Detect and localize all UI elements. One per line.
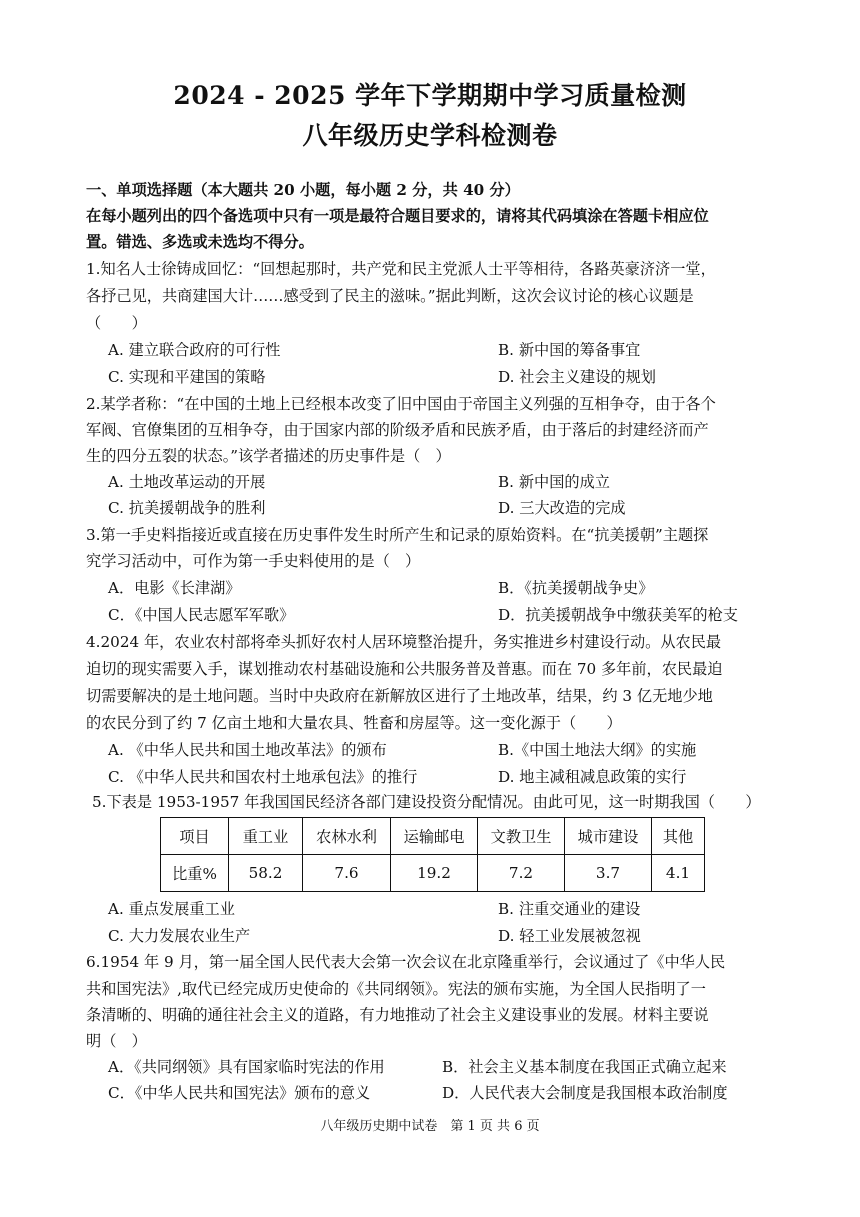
table-cell: 19.2 [391, 855, 478, 892]
q4-option-a: A. 《中华人民共和国土地改革法》的颁布 [108, 741, 387, 759]
q5-line1: 5.下表是 1953-1957 年我国国民经济各部门建设投资分配情况。由此可见，这一时期我国（ ） [92, 793, 761, 811]
q6-line3: 条清晰的、明确的通往社会主义的道路，有力地推动了社会主义建设事业的发展。材料主要说 [86, 1006, 709, 1024]
q4-line2: 迫切的现实需要入手，谋划推动农村基础设施和公共服务普及普惠。而在 70 多年前，农民最迫 [86, 660, 723, 678]
q3-option-b: B．《抗美援朝战争史》 [498, 579, 654, 597]
q4-option-d: D. 地主减租减息政策的实行 [498, 768, 687, 786]
q4-option-c: C. 《中华人民共和国农村土地承包法》的推行 [108, 768, 418, 786]
q2-option-b: B. 新中国的成立 [498, 473, 610, 491]
table-cell: 3.7 [565, 855, 652, 892]
section-instruction-line1: 在每小题列出的四个备选项中只有一项是最符合题目要求的，请将其代码填涂在答题卡相应位 [86, 207, 709, 225]
q5-option-d: D. 轻工业发展被忽视 [498, 927, 641, 945]
page-footer: 八年级历史期中试卷 第 1 页 共 6 页 [320, 1119, 540, 1134]
q1-line3: （ ） [86, 314, 147, 332]
q4-line3: 切需要解决的是土地问题。当时中央政府在新解放区进行了土地改革，结果，约 3 亿无地少地 [86, 687, 713, 705]
q1-option-d: D. 社会主义建设的规划 [498, 368, 656, 386]
q2-option-c: C. 抗美援朝战争的胜利 [108, 499, 266, 517]
q3-option-d: D．抗美援朝战争中缴获美军的枪支 [498, 606, 738, 624]
table-cell: 4.1 [652, 855, 705, 892]
q1-line2: 各抒己见，共商建国大计……感受到了民主的滋味。”据此判断，这次会议讨论的核心议题是 [86, 287, 694, 305]
q2-option-a: A. 土地改革运动的开展 [108, 473, 266, 491]
table-header-cell: 项目 [161, 818, 229, 855]
q4-option-b: B.《中国土地法大纲》的实施 [498, 741, 697, 759]
table-cell: 7.2 [478, 855, 565, 892]
table-header-cell: 运输邮电 [391, 818, 478, 855]
q1-option-c: C. 实现和平建国的策略 [108, 368, 266, 386]
investment-table [160, 817, 705, 892]
q5-option-a: A. 重点发展重工业 [108, 900, 235, 918]
table-cell: 比重% [161, 855, 229, 892]
q6-option-d: D．人民代表大会制度是我国根本政治制度 [442, 1084, 728, 1102]
q6-line1: 6.1954 年 9 月，第一届全国人民代表大会第一次会议在北京隆重举行，会议通过了《中华人民 [86, 953, 726, 971]
table-header-cell: 其他 [652, 818, 705, 855]
q6-line2: 共和国宪法》,取代已经完成历史使命的《共同纲领》。宪法的颁布实施，为全国人民指明了一 [86, 980, 706, 998]
table-header-cell: 城市建设 [565, 818, 652, 855]
q3-line2: 究学习活动中，可作为第一手史料使用的是（ ） [86, 552, 421, 570]
table-header-cell: 重工业 [229, 818, 303, 855]
q3-line1: 3.第一手史料指接近或直接在历史事件发生时所产生和记录的原始资料。在“抗美援朝”主题探 [86, 526, 709, 544]
q1-option-b: B. 新中国的筹备事宜 [498, 341, 641, 359]
q1-line1: 1.知名人士徐铸成回忆：“回想起那时，共产党和民主党派人士平等相待，各路英豪济济一堂， [86, 260, 716, 278]
q6-option-c: C．《中华人民共和国宪法》颁布的意义 [108, 1084, 371, 1102]
q6-option-b: B．社会主义基本制度在我国正式确立起来 [442, 1058, 727, 1076]
table-cell: 7.6 [303, 855, 391, 892]
table-row [161, 855, 705, 892]
table-header-cell: 文教卫生 [478, 818, 565, 855]
q5-option-c: C. 大力发展农业生产 [108, 927, 251, 945]
exam-title: 2024 - 2025 学年下学期期中学习质量检测 [173, 81, 687, 110]
q6-line4: 明（ ） [86, 1032, 147, 1050]
section-heading: 一、单项选择题（本大题共 20 小题，每小题 2 分，共 40 分） [86, 181, 520, 199]
q6-option-a: A．《共同纲领》具有国家临时宪法的作用 [108, 1058, 385, 1076]
q2-line1: 2.某学者称：“在中国的土地上已经根本改变了旧中国由于帝国主义列强的互相争夺，由于各个 [86, 395, 716, 413]
exam-subtitle: 八年级历史学科检测卷 [302, 121, 558, 150]
q4-line1: 4.2024 年，农业农村部将牵头抓好农村人居环境整治提升，务实推进乡村建设行动。从农民最 [86, 633, 722, 651]
q3-option-c: C．《中国人民志愿军军歌》 [108, 606, 295, 624]
q3-option-a: A．电影《长津湖》 [108, 579, 241, 597]
q4-line4: 的农民分到了约 7 亿亩土地和大量农具、牲畜和房屋等。这一变化源于（ ） [86, 714, 622, 732]
q2-line3: 生的四分五裂的状态。”该学者描述的历史事件是（ ） [86, 447, 451, 465]
table-header-row [161, 818, 705, 855]
section-instruction-line2: 置。错选、多选或未选均不得分。 [86, 233, 314, 251]
q2-line2: 军阀、官僚集团的互相争夺，由于国家内部的阶级矛盾和民族矛盾，由于落后的封建经济而产 [86, 421, 709, 439]
table-header-cell: 农林水利 [303, 818, 391, 855]
table-cell: 58.2 [229, 855, 303, 892]
q1-option-a: A. 建立联合政府的可行性 [108, 341, 281, 359]
q5-option-b: B. 注重交通业的建设 [498, 900, 641, 918]
q2-option-d: D. 三大改造的完成 [498, 499, 626, 517]
